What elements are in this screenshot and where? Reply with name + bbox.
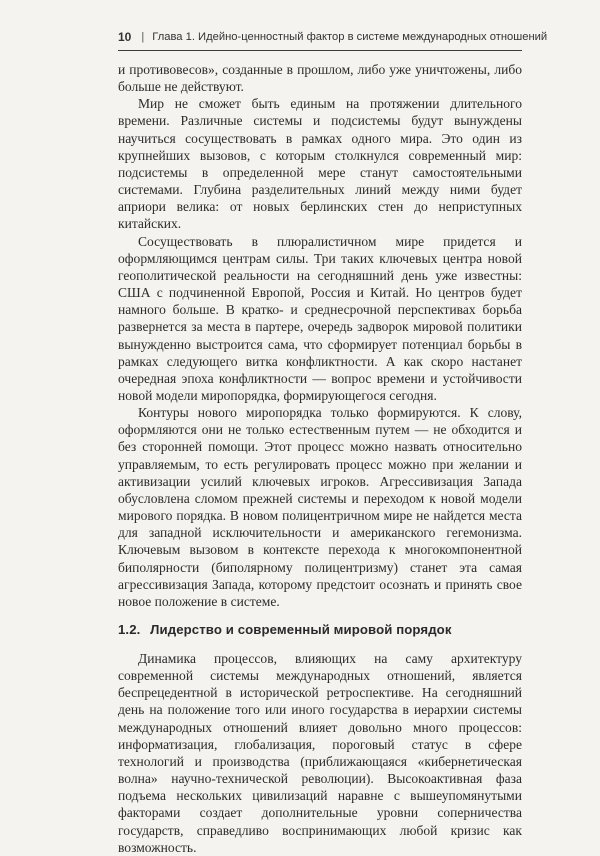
chapter-title: Глава 1. Идейно-ценностный фактор в системе международных отношений: [152, 31, 548, 43]
body-text: [118, 61, 522, 856]
book-page: [118, 28, 548, 855]
header-separator: |: [141, 31, 145, 43]
paragraph: Сосуществовать в плюралистичном мире придется и оформляющимся центрам силы. Три таких ключевых центра новой геополитической реальности на сегодняшний день уже известны: США с подчиненной Европой, Россия и Китай. Но центров будет намного больше. В кратко- и среднесрочной перспективах борьба развернется за места в партере, очередь задворок мировой политики вынужденно выстроится сама, что сформирует потенциал борьбы в рамках следующего витка конфликтности. А как скоро настанет очередная эпоха конфликтности — вопрос времени и устойчивости новой модели миропорядка, формирующегося сегодня.: [118, 233, 522, 403]
section-number: 1.2.: [118, 622, 141, 637]
paragraph: Мир не сможет быть единым на протяжении длительного времени. Различные системы и подсистемы будут вынуждены научиться сосуществовать в рамках одного мира. Это один из крупнейших вызовов, с которым столкнулся современный мир: подсистемы в определенной мере станут самостоятельными системами. Глубина разделительных линий между ними будет априори велика: от новых берлинских стен до неприступных китайских.: [118, 96, 522, 232]
section-heading: [118, 622, 522, 637]
paragraph: Контуры нового миропорядка только формируются. К слову, оформляются они не только естественным путем — не обходится и без сторонней помощи. Этот процесс можно назвать относительно управляемым, то есть регулировать процесс можно при желании и активизации усилий ключевых игроков. Агрессивизация Запада обусловлена сломом прежней системы и переходом к новой модели мирового порядка. В новом полицентричном мире не найдется места для западной исключительности и американского гегемонизма. Ключевым вызовом в контексте перехода к многокомпонентной биполярности (биполярному полицентризму) станет эта самая агрессивизация Запада, которому предстоит осознать и принять свое новое положение в системе.: [118, 405, 522, 609]
running-header: [118, 28, 548, 51]
paragraph: и противовесов», созданные в прошлом, либо уже уничтожены, либо больше не действуют.: [118, 62, 522, 95]
page-number: 10: [118, 30, 132, 44]
section-title-text: Лидерство и современный мировой порядок: [150, 622, 452, 637]
paragraph: Динамика процессов, влияющих на саму архитектуру современной системы международных отношений, является беспрецедентной в исторической ретроспективе. На сегодняшний день на положение того или иного государства в иерархии системы международных отношений влияет довольно много процессов: информатизация, глобализация, пороговый статус в сфере технологий и производства (приближающаяся «кибернетическая волна» научно-технической революции). Высокоактивная фаза подъема нескольких цивилизаций наравне с вышеупомянутыми факторами создает дополнительные уровни соперничества государств, справедливо воспринимающих любой кризис как возможность.: [118, 651, 522, 855]
